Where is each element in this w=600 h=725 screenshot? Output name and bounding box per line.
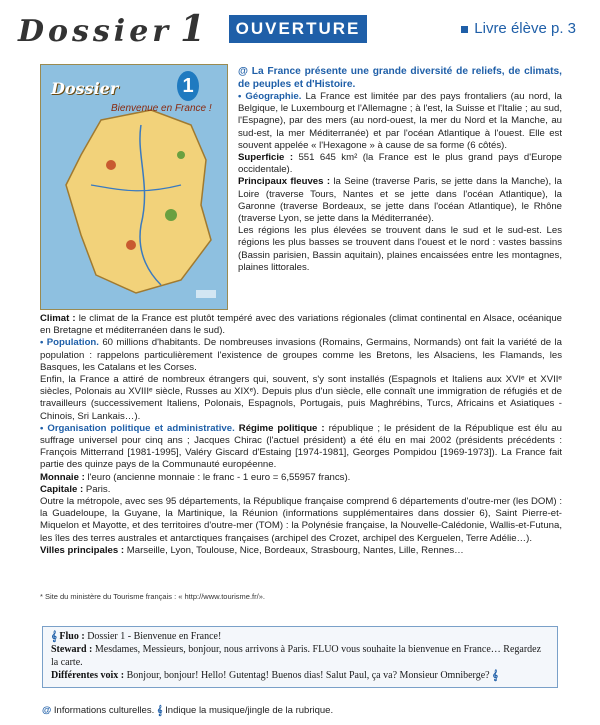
organisation-label: • Organisation politique et administrative.	[40, 422, 235, 434]
intro-paragraph	[238, 66, 562, 91]
superficie-label: Superficie :	[238, 152, 294, 164]
audio-transcript-box	[42, 626, 558, 688]
outremer-paragraph: Outre la métropole, avec ses 95 départements, la République française comprend 6 départements d'outre-mer (les DOM) : la Guadeloupe, la Guyane, la Martinique, la Réunion (informations supplémentaires dans dossier 6), Saint Pierre-et-Miquelon et Mayotte, et des territoires d'outre-mer (TOM) : la Polynésie française, la Nouvelle-Calédonie, Wallis-et-Futuna, les îles des terres australes et antarctiques françaises (archipel des Crozet, archipel des Kerguelen, Terre Adélie…).	[40, 496, 562, 544]
climat-text: le climat de la France est plutôt tempéré avec des variations régionales (climat continental en Alsace, océanique en Bretagne et méditerranéen dans le sud).	[40, 313, 562, 337]
superficie-text: 551 645 km² (la France est le plus grand pays d'Europe occidentale).	[238, 152, 563, 176]
villes-text: Marseille, Lyon, Toulouse, Nice, Bordeaux, Strasbourg, Nantes, Lille, Rennes…	[124, 544, 464, 556]
treble-clef-icon: 𝄞	[492, 670, 498, 681]
monnaie-text: l'euro (ancienne monnaie : le franc - 1 euro = 6,55957 francs).	[84, 471, 351, 483]
organisation-paragraph	[40, 423, 562, 472]
regime-text: république ; le président de la République est élu au suffrage universel pour cinq ans ; Jacques Chirac (l'actuel président) a été élu en mai 2002 (présidents précédents : François Mitterrand [1981-1995], Valéry Giscard d'Estaing [1974-1981], Georges Pompidou [1969-1973]). La France fait partie des quinze pays de la Communauté européenne.	[40, 422, 563, 471]
treble-clef-icon: 𝄞	[156, 705, 166, 716]
climat-label: Climat :	[40, 313, 76, 324]
villes-paragraph	[40, 545, 562, 557]
cover-subtitle: Bienvenue en France !	[111, 103, 212, 114]
cover-title: Dossier	[51, 79, 119, 98]
capitale-text: Paris.	[83, 483, 111, 495]
regions-paragraph: Les régions les plus élevées se trouvent dans le sud et le sud-est. Les régions les plus basses se trouvent dans l'ouest et le nord : vastes bassins (Bassin parisien, Bassin aquitain), plaines encaissées entre les montagnes, plaines littorales.	[238, 225, 562, 273]
monnaie-label: Monnaie :	[40, 471, 85, 483]
capitale-paragraph	[40, 484, 562, 496]
superficie-paragraph	[238, 152, 562, 176]
main-column	[40, 313, 562, 557]
dossier-heading	[18, 8, 209, 50]
footnote: * Site du ministère du Tourisme français : « http://www.tourisme.fr/».	[40, 592, 265, 601]
map-illustration	[41, 65, 227, 309]
square-bullet-icon	[461, 26, 468, 33]
intro-text: La France présente une grande diversité de reliefs, de climats, de peuples et d'Histoire.	[238, 66, 563, 90]
capitale-label: Capitale :	[40, 483, 84, 495]
steward-text: Mesdames, Messieurs, bonjour, nous arrivons à Paris. FLUO vous souhaite la bienvenue en France… Regardez la carte.	[51, 644, 542, 668]
fluo-label: Fluo :	[59, 631, 85, 642]
spiral-icon: @	[238, 66, 252, 77]
steward-line	[51, 643, 549, 669]
geography-label: • Géographie.	[238, 91, 302, 102]
cover-number: 1	[177, 71, 199, 101]
dossier-label: Dossier	[18, 14, 173, 49]
cover-image	[40, 64, 228, 310]
population-paragraph	[40, 337, 562, 374]
right-column	[238, 66, 562, 274]
legend	[42, 705, 333, 716]
geography-paragraph	[238, 91, 562, 152]
geography-text: La France est limitée par des pays frontaliers (au nord, la Belgique, le Luxembourg et l'Allemagne ; à l'est, la Suisse et l'Italie ; au sud, l'Espagne), par des mers (au nord-ouest, la mer du Nord et la Manche, au sud-est, la mer Méditerranée) et par l'océan Atlantique à l'ouest. Elle est souvent appelée « l'Hexagone » à cause de sa forme (6 côtés).	[238, 91, 562, 151]
monnaie-paragraph	[40, 472, 562, 484]
legend-info: Informations culturelles.	[53, 705, 155, 716]
population-label: • Population.	[40, 337, 99, 349]
treble-clef-icon: 𝄞	[51, 631, 60, 642]
immigration-paragraph: Enfin, la France a attiré de nombreux étrangers qui, souvent, s'y sont installés (Espagnols et Italiens aux XVIᵉ et XVIIᵉ siècles, Polonais au XVIIIᵉ siècle, Russes au XIXᵉ). Depuis plus d'un siècle, elle connaît une immigration de réfugiés et de travailleurs (successivement Italiens, Polonais, Espagnols, Portugais, puis Maghrébins, Turcs, Africains et Asiatiques - Chinois, Sri Lankais…).	[40, 374, 562, 422]
fleuves-label: Principaux fleuves :	[238, 176, 331, 188]
fluo-text: Dossier 1 - Bienvenue en France!	[84, 631, 222, 642]
legend-music: Indique la musique/jingle de la rubrique.	[165, 705, 334, 716]
voices-label: Différentes voix :	[51, 670, 125, 681]
section-badge: OUVERTURE	[229, 15, 367, 43]
villes-label: Villes principales :	[40, 544, 125, 556]
population-text: 60 millions d'habitants. De nombreuses invasions (Romains, Germains, Normands) ont fait la variété de la population : rappelons particulièrement l'existence de groupes comme les Bretons, les Alsaciens, les Flamands, les Basques, les Catalans et les Corses.	[40, 337, 562, 373]
fluo-line	[51, 630, 549, 643]
regime-label: Régime politique :	[234, 422, 325, 434]
book-reference	[461, 20, 576, 37]
fleuves-paragraph	[238, 176, 562, 225]
book-reference-text: Livre élève p. 3	[474, 20, 576, 37]
page-header	[14, 8, 590, 48]
voices-line	[51, 669, 549, 682]
fleuves-text: la Seine (traverse Paris, se jette dans la Manche), la Loire (traverse Tours, Nantes et se jette dans l'océan Atlantique), la Garonne (traverse Bordeaux, se jette dans l'océan Atlantique), le Rhône (traverse Lyon, se jette dans la Méditerranée).	[238, 176, 562, 225]
climat-paragraph	[40, 313, 562, 337]
steward-label: Steward :	[51, 644, 93, 655]
voices-text: Bonjour, bonjour! Hello! Gutentag! Buenos dias! Salut Paul, ça va? Monsieur Omniberge?	[124, 670, 490, 681]
dossier-number: 1	[180, 8, 210, 50]
spiral-icon: @	[42, 705, 54, 716]
